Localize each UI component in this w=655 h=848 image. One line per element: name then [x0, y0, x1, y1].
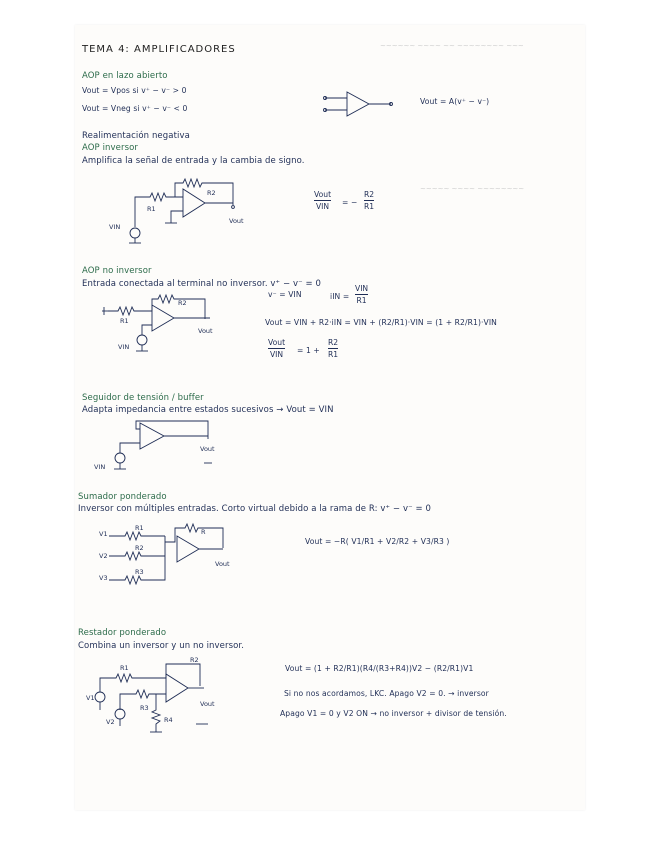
open-loop-heading: AOP en lazo abierto: [82, 71, 168, 81]
vout-label-ni: Vout: [198, 327, 213, 335]
feedback-heading: Realimentación negativa: [82, 131, 190, 141]
v1-label-sum: V1: [99, 530, 108, 538]
r4-label-diff: R4: [164, 716, 173, 724]
v2-label-diff: V2: [106, 718, 115, 726]
inverting-den: VIN: [315, 202, 330, 211]
inverting-desc: Amplifica la señal de entrada y la cambia de signo.: [82, 156, 305, 166]
difference-circuit-diagram: [80, 652, 225, 742]
follower-heading: Seguidor de tensión / buffer: [82, 393, 204, 403]
v3-label-sum: V3: [99, 574, 108, 582]
vin-label-ni: VIN: [118, 343, 130, 351]
r1-label: R1: [147, 205, 156, 213]
difference-note2: Apago V1 = 0 y V2 ON → no inversor + divisor de tensión.: [280, 709, 507, 718]
v2-label-sum: V2: [99, 552, 108, 560]
inverting-resistor-ratio: [364, 190, 374, 211]
non-inverting-l4-den: VIN: [269, 350, 284, 359]
r2-label-sum: R2: [135, 544, 144, 552]
non-inverting-l4-mid: = 1 +: [297, 346, 320, 355]
inverting-r-num: R2: [364, 190, 375, 199]
non-inverting-l4-rden: R1: [328, 350, 339, 359]
non-inverting-circuit-diagram: [100, 295, 240, 355]
r3-label-sum: R3: [135, 568, 144, 576]
non-inverting-l4-rnum: R2: [328, 338, 339, 347]
difference-desc: Combina un inversor y un no inversor.: [78, 641, 245, 651]
open-loop-line2: Vout = Vneg si v⁺ − v⁻ < 0: [82, 104, 188, 113]
opamp-open-loop-diagram: [325, 90, 395, 120]
summing-heading: Sumador ponderado: [78, 492, 167, 502]
r-label-sum: R: [201, 528, 206, 536]
non-inverting-l2-num: VIN: [355, 284, 369, 293]
vout-label-sum: Vout: [215, 560, 230, 568]
non-inverting-resistor-ratio: [328, 338, 338, 359]
inverting-eq-sign: = −: [342, 198, 358, 207]
non-inverting-desc: Entrada conectada al terminal no inversor. v⁺ − v⁻ = 0: [82, 279, 322, 289]
r3-label-diff: R3: [140, 704, 149, 712]
inverting-r-den: R1: [364, 202, 375, 211]
follower-circuit-diagram: [94, 415, 230, 475]
vout-label-diff: Vout: [200, 700, 215, 708]
summing-formula: Vout = −R( V1/R1 + V2/R2 + V3/R3 ): [305, 537, 450, 546]
non-inverting-l1: v⁻ = VIN: [268, 290, 302, 299]
summing-desc: Inversor con múltiples entradas. Corto virtual debido a la rama de R: v⁺ − v⁻ = 0: [78, 504, 431, 514]
vout-label-fol: Vout: [200, 445, 215, 453]
summing-circuit-diagram: [95, 522, 235, 597]
vout-label: Vout: [229, 217, 244, 225]
inverting-num: Vout: [314, 190, 332, 199]
difference-formula: Vout = (1 + R2/R1)(R4/(R3+R4))V2 − (R2/R1)V1: [285, 664, 474, 673]
inverting-circuit-diagram: [105, 175, 245, 245]
r2-label-diff: R2: [190, 656, 199, 664]
show-through-text: ~~~~~ ~~~~ ~~~~~~~~: [420, 185, 525, 193]
non-inverting-gain-fraction: [268, 338, 285, 359]
non-inverting-l4-num: Vout: [268, 338, 286, 347]
r2-label-ni: R2: [178, 299, 187, 307]
r2-label: R2: [207, 189, 216, 197]
page-title: TEMA 4: AMPLIFICADORES: [82, 44, 236, 55]
non-inverting-iin-fraction: [355, 284, 368, 305]
non-inverting-l3: Vout = VIN + R2·iIN = VIN + (R2/R1)·VIN = (1 + R2/R1)·VIN: [265, 318, 497, 327]
r1-label-ni: R1: [120, 317, 129, 325]
r1-label-sum: R1: [135, 524, 144, 532]
non-inverting-l2-den: R1: [356, 296, 367, 305]
v1-label-diff: V1: [86, 694, 95, 702]
show-through-text: ~~~~~~ ~~~~ ~~ ~~~~~~~~ ~~~: [380, 42, 524, 50]
vin-label-fol: VIN: [94, 463, 106, 471]
open-loop-line1: Vout = Vpos si v⁺ − v⁻ > 0: [82, 86, 187, 95]
difference-note1: Si no nos acordamos, LKC. Apago V2 = 0. → inversor: [284, 689, 489, 698]
inverting-heading: AOP inversor: [82, 143, 139, 153]
non-inverting-l2-left: iIN =: [330, 292, 350, 301]
difference-heading: Restador ponderado: [78, 628, 167, 638]
open-loop-formula: Vout = A(v⁺ − v⁻): [420, 97, 490, 106]
follower-desc: Adapta impedancia entre estados sucesivos → Vout = VIN: [82, 405, 334, 415]
vin-label: VIN: [109, 223, 121, 231]
non-inverting-heading: AOP no inversor: [82, 266, 152, 276]
r1-label-diff: R1: [120, 664, 129, 672]
inverting-gain-fraction: [314, 190, 331, 211]
